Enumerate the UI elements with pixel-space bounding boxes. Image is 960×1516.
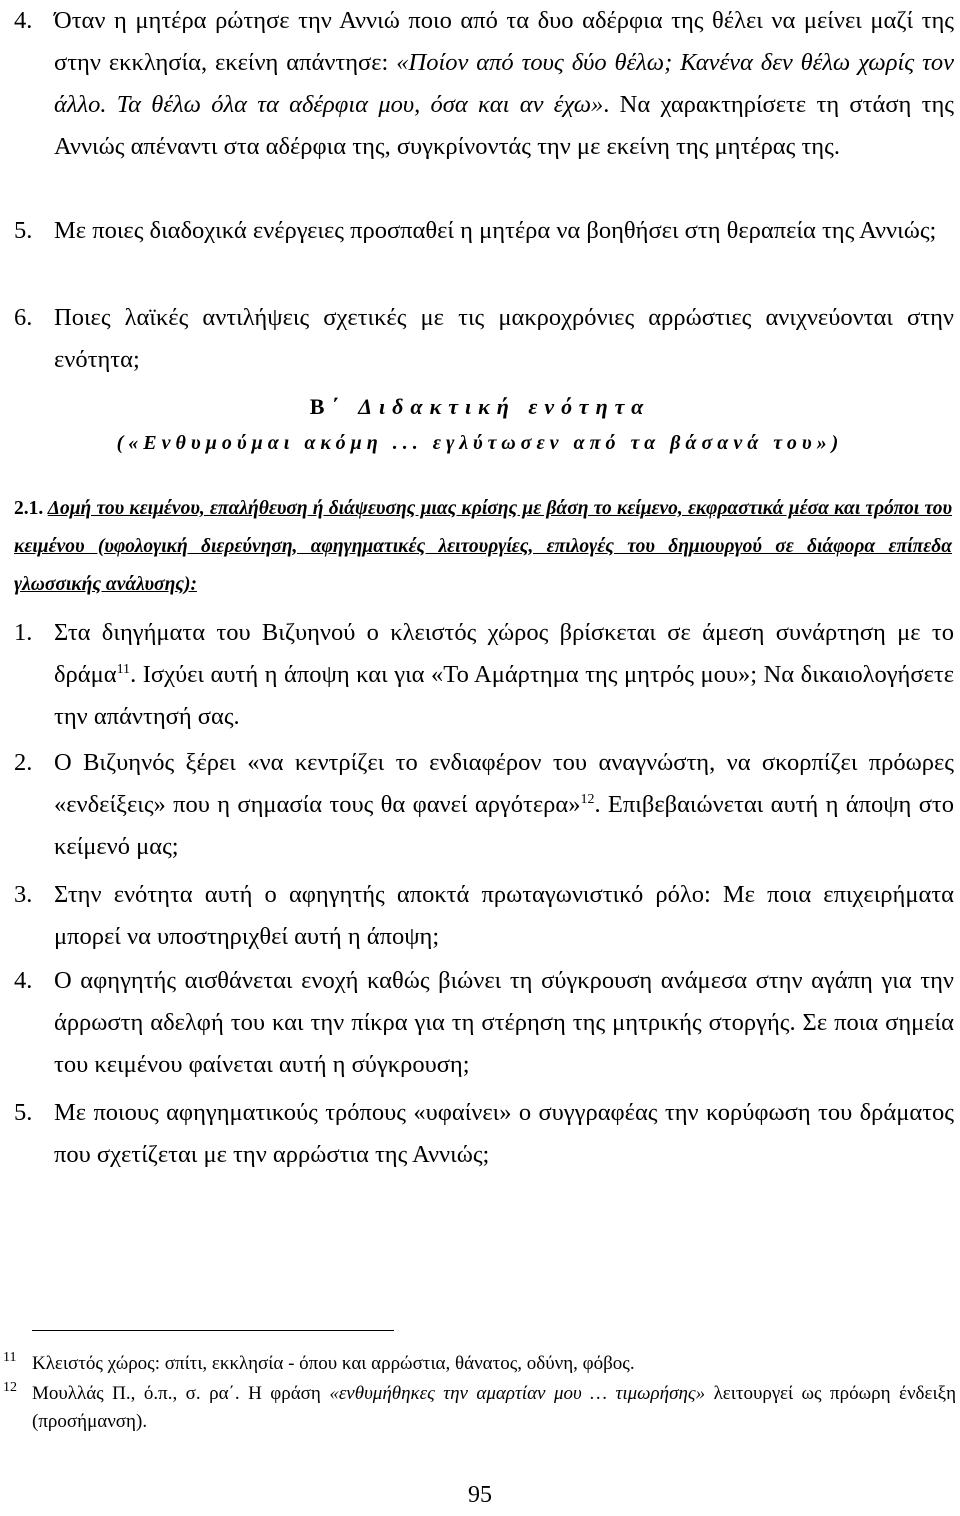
question-text xyxy=(54,742,954,868)
section-title-prefix: Β΄ xyxy=(309,394,359,419)
question-text: Με ποιους αφηγηματικούς τρόπους «υφαίνει» ο συγγραφέας την κορύφωση του δράματος που σχετίζεται με την αρρώστια της Αννιώς; xyxy=(54,1099,954,1168)
footnote-number: 12 xyxy=(3,1380,17,1395)
question-text: Ποιες λαϊκές αντιλήψεις σχετικές με τις μακροχρόνιες αρρώστιες ανιχνεύονται στην ενότητα; xyxy=(54,304,954,373)
section-subtitle: («Ενθυμούμαι ακόμη ... εγλύτωσεν από τα βάσανά του») xyxy=(116,432,844,454)
question-number: 5. xyxy=(14,1099,33,1126)
footnote-ref: 11 xyxy=(116,661,131,677)
footnote-text: Κλειστός χώρος: σπίτι, εκκλησία - όπου και αρρώστια, θάνατος, οδύνη, φόβος. xyxy=(32,1353,635,1374)
rubric xyxy=(14,490,952,604)
question-number: 6. xyxy=(14,304,33,331)
quoted-answer: «Ποίον από τους δύο θέλω; Κανένα δεν θέλω χωρίς τον άλλο. Τα θέλω όλα τα αδέρφια μου, όσα και αν έχω» xyxy=(54,49,955,118)
section-title xyxy=(0,394,960,420)
question-5 xyxy=(14,1092,954,1176)
question-6-top xyxy=(14,297,954,381)
question-number: 5. xyxy=(14,217,33,244)
rubric-text: Δομή του κειμένου, επαλήθευση ή διάψευσης μιας κρίσης με βάση το κείμενο, εκφραστικά μέσα και τρόποι του κειμένου (υφολογική διερεύνηση, αφηγηματικές λειτουργίες, επιλογές του δημιουργού σε διάφορα επίπεδα γλωσσικής ανάλυσης): xyxy=(14,498,953,595)
question-text xyxy=(54,0,954,168)
footnote-text-part: Μουλλάς Π., ό.π., σ. ρα΄. Η φράση xyxy=(32,1383,330,1404)
question-3 xyxy=(14,874,954,958)
footnote-text-part: λειτουργεί ως πρόωρη ένδειξη (προσήμανση). xyxy=(32,1383,957,1432)
question-number: 3. xyxy=(14,881,33,908)
question-text: Στην ενότητα αυτή ο αφηγητής αποκτά πρωταγωνιστικό ρόλο: Με ποια επιχειρήματα μπορεί να υποστηριχθεί αυτή η άποψη; xyxy=(54,881,954,950)
footnote-quote: «ενθυμήθηκες την αμαρτίαν μου … τιμωρήσης» xyxy=(329,1383,706,1404)
question-5-top xyxy=(14,210,954,252)
footnote-text xyxy=(32,1380,956,1436)
question-2 xyxy=(14,742,954,868)
question-text: Ο αφηγητής αισθάνεται ενοχή καθώς βιώνει τη σύγκρουση ανάμεσα στην αγάπη για την άρρωστη αδελφή του και την πίκρα για τη στέρηση της μητρικής στοργής. Σε ποια σημεία του κειμένου φαίνεται αυτή η σύγκρουση; xyxy=(54,967,954,1078)
question-number: 1. xyxy=(14,619,33,646)
footnote-number: 11 xyxy=(3,1350,17,1365)
footnote-ref: 12 xyxy=(580,791,595,807)
question-text: Με ποιες διαδοχικά ενέργειες προσπαθεί η μητέρα να βοηθήσει στη θεραπεία της Αννιώς; xyxy=(54,217,937,244)
rubric-number: 2.1. xyxy=(14,498,44,519)
question-1 xyxy=(14,612,954,738)
question-4-top xyxy=(14,0,954,168)
question-number: 4. xyxy=(14,7,33,34)
footnote-11 xyxy=(0,1350,960,1378)
footnote-divider xyxy=(32,1330,394,1331)
section-title-main: Διδακτική ενότητα xyxy=(358,394,651,419)
question-number: 4. xyxy=(14,967,33,994)
footnote-12 xyxy=(0,1380,960,1436)
question-text-part: Στα διηγήματα του Βιζυηνού ο κλειστός χώρος βρίσκεται σε άμεση συνάρτηση με το δράμα xyxy=(54,619,954,688)
question-text-part: . Να χαρακτηρίσετε τη στάση της Αννιώς απέναντι στα αδέρφια της, συγκρίνοντάς την με εκείνη της μητέρας της. xyxy=(54,91,954,160)
question-text-part: Όταν η μητέρα ρώτησε την Αννιώ ποιο από τα δυο αδέρφια της θέλει να μείνει μαζί της στην εκκλησία, εκείνη απάντησε: xyxy=(54,7,954,76)
question-text-part: . Ισχύει αυτή η άποψη και για «Το Αμάρτημα της μητρός μου»; Να δικαιολογήσετε την απάντησή σας. xyxy=(54,661,954,730)
page-number: 95 xyxy=(468,1482,492,1508)
question-text xyxy=(54,612,954,738)
question-number: 2. xyxy=(14,749,33,776)
question-4 xyxy=(14,960,954,1086)
question-text-part: Ο Βιζυηνός ξέρει «να κεντρίζει το ενδιαφέρον του αναγνώστη, να σκορπίζει πρόωρες «ενδείξεις» που η σημασία τους θα φανεί αργότερα» xyxy=(54,749,954,818)
question-text-part: . Επιβεβαιώνεται αυτή η άποψη στο κείμενό μας; xyxy=(54,791,955,860)
